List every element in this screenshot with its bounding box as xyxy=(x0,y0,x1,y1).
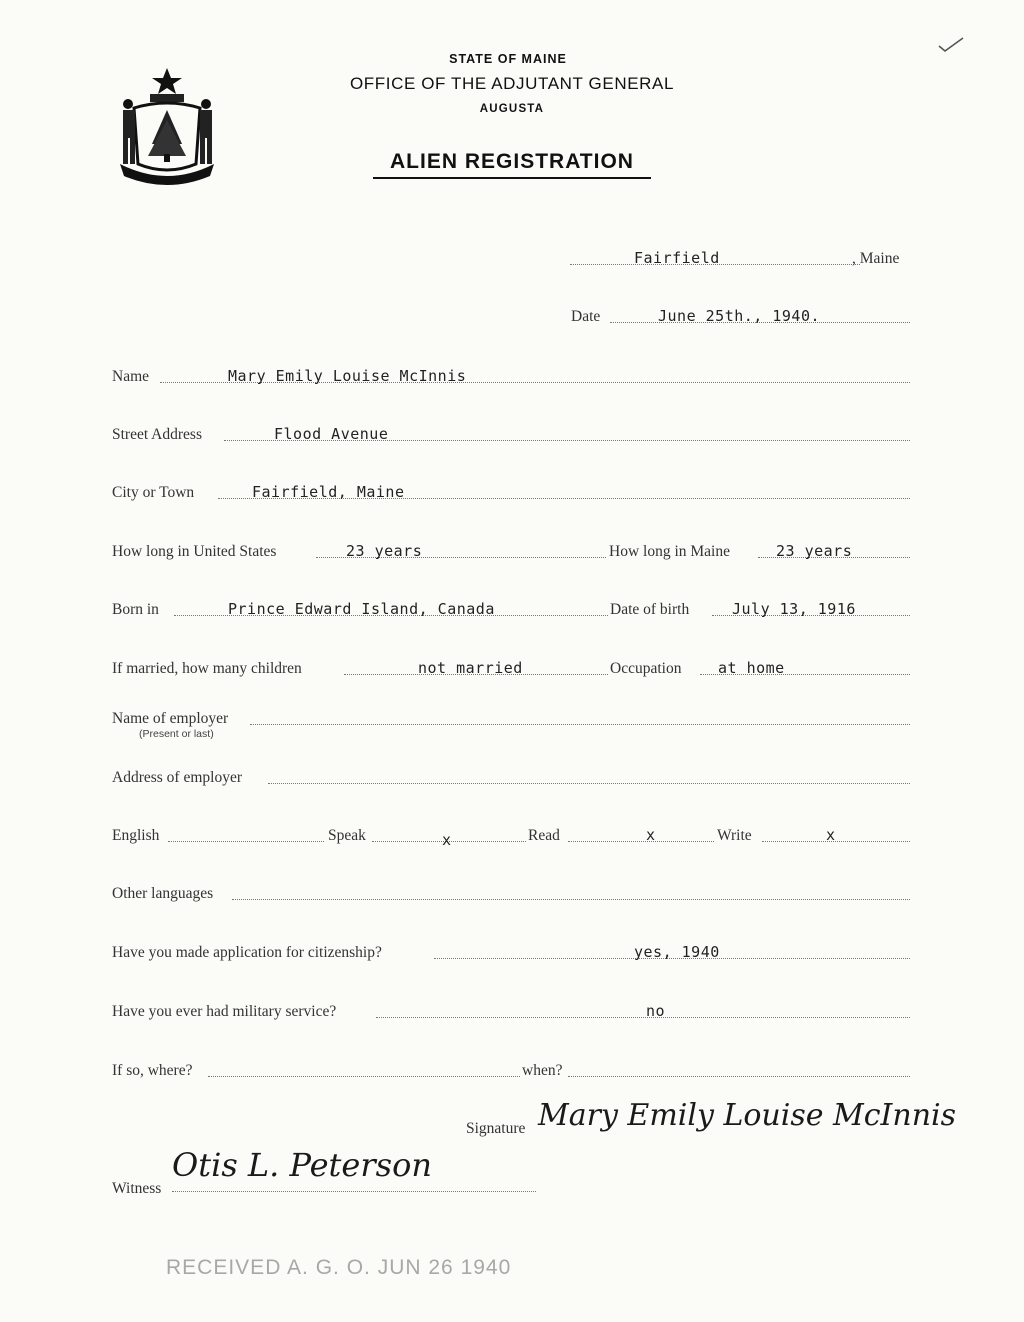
how-long-us-label: How long in United States xyxy=(112,543,277,560)
date-of-birth-label: Date of birth xyxy=(610,601,690,618)
title-underline xyxy=(373,177,651,179)
street-address-value[interactable]: Flood Avenue xyxy=(274,425,389,443)
name-row xyxy=(112,364,910,386)
witness-value[interactable]: Otis L. Peterson xyxy=(172,1146,432,1184)
header-office: OFFICE OF THE ADJUTANT GENERAL xyxy=(349,74,675,93)
date-row xyxy=(112,304,910,326)
write-value[interactable]: x xyxy=(826,826,836,844)
born-row xyxy=(112,597,910,619)
military-label: Have you ever had military service? xyxy=(112,1003,337,1020)
other-languages-row xyxy=(112,881,910,903)
employer-address-row xyxy=(112,765,910,787)
check-mark-icon xyxy=(936,34,966,54)
other-languages-label: Other languages xyxy=(112,885,214,902)
city-value[interactable]: Fairfield, Maine xyxy=(252,483,405,501)
signature-label: Signature xyxy=(466,1120,526,1137)
employer-name-sublabel: (Present or last) xyxy=(139,728,214,740)
received-stamp: RECEIVED A. G. O. JUN 26 1940 xyxy=(166,1256,512,1279)
citizenship-row xyxy=(112,940,910,962)
english-row xyxy=(112,823,910,849)
military-value[interactable]: no xyxy=(646,1002,666,1020)
how-long-maine-value[interactable]: 23 years xyxy=(776,542,853,560)
street-address-label: Street Address xyxy=(112,426,202,443)
read-label: Read xyxy=(528,827,560,844)
city-label: City or Town xyxy=(112,484,195,501)
street-address-row xyxy=(112,422,910,444)
speak-value[interactable]: x xyxy=(442,831,452,849)
how-long-maine-label: How long in Maine xyxy=(609,543,730,560)
place-suffix: , Maine xyxy=(852,250,900,267)
date-of-birth-value[interactable]: July 13, 1916 xyxy=(732,600,856,618)
how-long-row xyxy=(112,539,910,561)
where-label: If so, where? xyxy=(112,1062,193,1079)
header-city: AUGUSTA xyxy=(479,103,545,115)
date-label: Date xyxy=(571,308,601,325)
military-row xyxy=(112,999,910,1021)
citizenship-value[interactable]: yes, 1940 xyxy=(634,943,720,961)
form-title: ALIEN REGISTRATION xyxy=(390,150,634,173)
born-in-label: Born in xyxy=(112,601,159,618)
how-long-us-value[interactable]: 23 years xyxy=(346,542,423,560)
occupation-value[interactable]: at home xyxy=(718,659,785,677)
employer-name-label: Name of employer xyxy=(112,710,229,727)
header-state: STATE OF MAINE xyxy=(449,52,567,66)
children-label: If married, how many children xyxy=(112,660,302,677)
city-row xyxy=(112,480,910,502)
witness-label: Witness xyxy=(112,1180,162,1197)
when-label: when? xyxy=(522,1062,563,1079)
born-in-value[interactable]: Prince Edward Island, Canada xyxy=(228,600,495,618)
date-value[interactable]: June 25th., 1940. xyxy=(658,307,821,325)
write-label: Write xyxy=(717,827,752,844)
place-value[interactable]: Fairfield xyxy=(634,249,720,267)
citizenship-label: Have you made application for citizenship? xyxy=(112,944,382,961)
children-row xyxy=(112,656,910,678)
where-when-row xyxy=(112,1058,910,1080)
employer-name-row xyxy=(112,706,910,740)
children-value[interactable]: not married xyxy=(418,659,523,677)
signature-value[interactable]: Mary Emily Louise McInnis xyxy=(538,1098,957,1133)
name-label: Name xyxy=(112,368,150,385)
speak-label: Speak xyxy=(328,827,366,844)
english-label: English xyxy=(112,827,160,844)
occupation-label: Occupation xyxy=(610,660,682,677)
read-value[interactable]: x xyxy=(646,826,656,844)
name-value[interactable]: Mary Emily Louise McInnis xyxy=(228,367,467,385)
employer-address-label: Address of employer xyxy=(112,769,242,786)
place-row xyxy=(112,246,910,268)
